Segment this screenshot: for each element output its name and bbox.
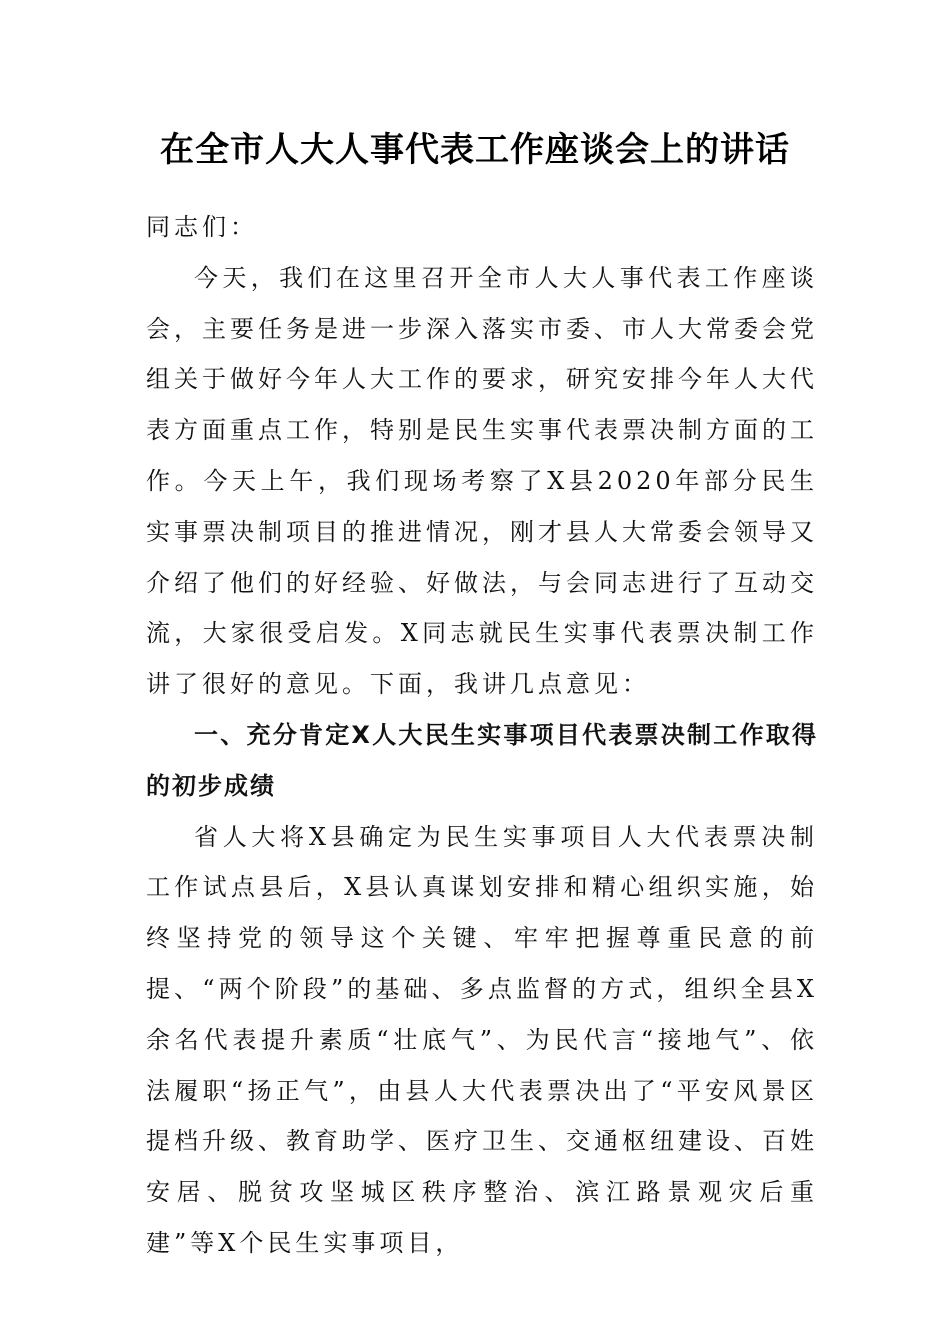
document-body — [146, 202, 818, 1269]
salutation: 同志们： — [146, 213, 258, 241]
paragraph-opening: 今天，我们在这里召开全市人大人事代表工作座谈会，主要任务是进一步深入落实市委、市人大常委会党组关于做好今年人大工作的要求，研究安排今年人大代表方面重点工作，特别是民生实事代表票决制方面的工作。今天上午，我们现场考察了X县2020年部分民生实事票决制项目的推进情况，刚才县人大常委会领导又介绍了他们的好经验、好做法，与会同志进行了互动交流，大家很受启发。X同志就民生实事代表票决制工作讲了很好的意见。下面，我讲几点意见： — [146, 263, 818, 699]
paragraph-section-1: 省人大将X县确定为民生实事项目人大代表票决制工作试点县后，X县认真谋划安排和精心组织实施，始终坚持党的领导这个关键、牢牢把握尊重民意的前提、“两个阶段”的基础、多点监督的方式，组织全县X余名代表提升素质“壮底气”、为民代言“接地气”、依法履职“扬正气”，由县人大代表票决出了“平安风景区提档升级、教育助学、医疗卫生、交通枢纽建设、百姓安居、脱贫攻坚城区秩序整治、滨江路景观灾后重建”等X个民生实事项目， — [146, 822, 818, 1257]
section-heading-1: 一、充分肯定X人大民生实事项目代表票决制工作取得的初步成绩 — [146, 720, 818, 800]
document-title: 在全市人大人事代表工作座谈会上的讲话 — [160, 130, 790, 170]
